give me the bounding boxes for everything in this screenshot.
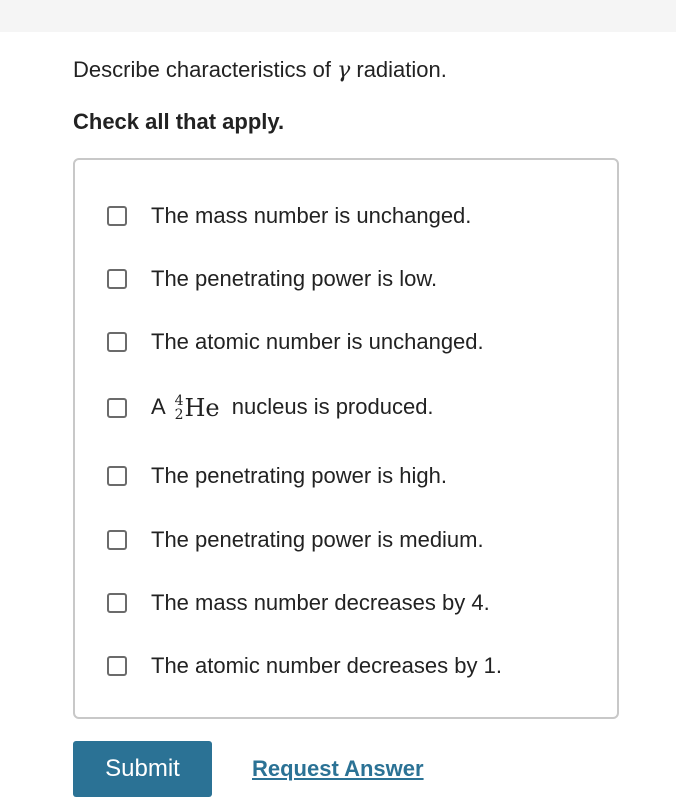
option-label-prefix: A	[151, 393, 171, 419]
nuclide-scripts	[175, 394, 184, 422]
submit-button[interactable]: Submit	[73, 741, 212, 797]
checkbox[interactable]	[107, 206, 127, 226]
option-label: The penetrating power is low.	[151, 266, 438, 291]
option-mass-number-unchanged[interactable]	[107, 196, 471, 236]
question-suffix: radiation.	[350, 57, 447, 82]
option-atomic-number-decreases[interactable]	[107, 646, 502, 686]
option-label	[151, 394, 434, 422]
checkbox[interactable]	[107, 466, 127, 486]
checkbox[interactable]	[107, 656, 127, 676]
option-label: The mass number decreases by 4.	[151, 590, 490, 615]
option-label: The penetrating power is medium.	[151, 527, 484, 552]
option-label-suffix: nucleus is produced.	[225, 393, 434, 419]
gamma-symbol: γ	[337, 58, 351, 83]
checkbox[interactable]	[107, 332, 127, 352]
option-label: The penetrating power is high.	[151, 463, 447, 488]
request-answer-link[interactable]: Request Answer	[252, 756, 424, 781]
option-label: The atomic number is unchanged.	[151, 329, 484, 354]
option-penetrating-power-high[interactable]	[107, 456, 447, 496]
option-mass-number-decreases[interactable]	[107, 583, 490, 623]
question-area	[73, 52, 633, 137]
helium-nuclide	[175, 394, 220, 422]
instruction-text: Check all that apply.	[73, 109, 285, 134]
option-label: The mass number is unchanged.	[151, 203, 472, 228]
option-penetrating-power-low[interactable]	[107, 259, 437, 299]
question-prefix: Describe characteristics of	[73, 57, 338, 82]
options-box	[73, 158, 619, 719]
atomic-number: 2	[174, 407, 184, 424]
element-symbol: He	[184, 394, 220, 423]
option-helium-nucleus-produced[interactable]	[107, 388, 434, 428]
option-atomic-number-unchanged[interactable]	[107, 322, 484, 362]
checkbox[interactable]	[107, 398, 127, 418]
question-text	[73, 52, 633, 89]
top-bar	[0, 0, 676, 32]
option-label: The atomic number decreases by 1.	[151, 653, 502, 678]
option-penetrating-power-medium[interactable]	[107, 520, 484, 560]
checkbox[interactable]	[107, 269, 127, 289]
checkbox[interactable]	[107, 593, 127, 613]
mass-number: 4	[174, 393, 184, 410]
checkbox[interactable]	[107, 530, 127, 550]
